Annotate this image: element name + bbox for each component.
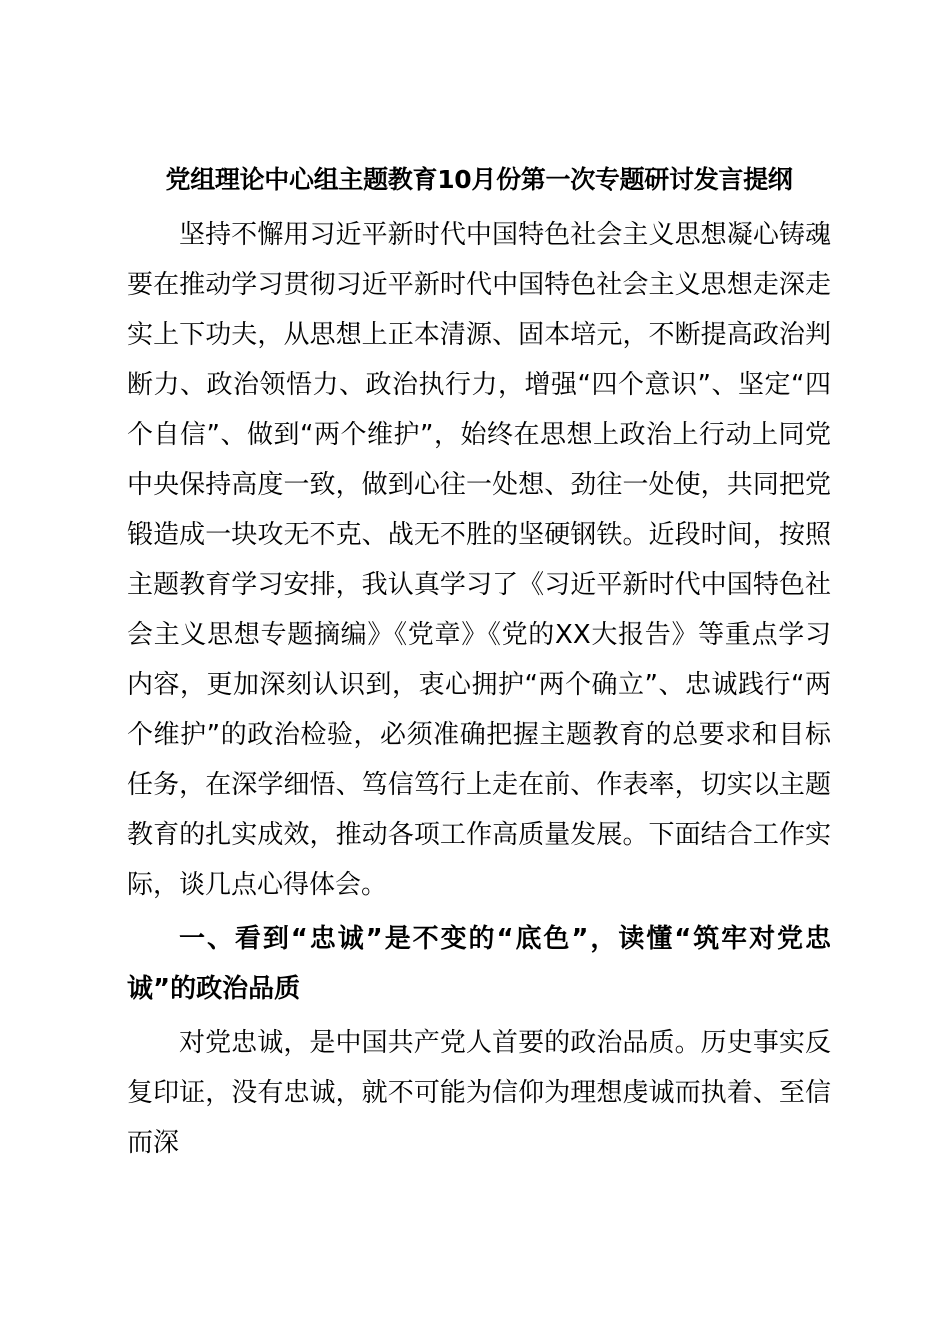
intro-paragraph: 坚持不懈用习近平新时代中国特色社会主义思想凝心铸魂要在推动学习贯彻习近平新时代中国特色社会主义思想走深走实上下功夫，从思想上正本清源、固本培元，不断提高政治判断力、政治领悟力、政治执行力，增强“四个意识”、坚定“四个自信”、做到“两个维护”，始终在思想上政治上行动上同党中央保持高度一致，做到心往一处想、劲往一处使，共同把党锻造成一块攻无不克、战无不胜的坚硬钢铁。近段时间，按照主题教育学习安排，我认真学习了《习近平新时代中国特色社会主义思想专题摘编》《党章》《党的XX大报告》等重点学习内容，更加深刻认识到，衷心拥护“两个确立”、忠诚践行“两个维护”的政治检验，必须准确把握主题教育的总要求和目标任务，在深学细悟、笃信笃行上走在前、作表率，切实以主题教育的扎实成效，推动各项工作高质量发展。下面结合工作实际，谈几点心得体会。 xyxy=(127,220,831,900)
document-body xyxy=(127,160,831,1168)
section-1-heading: 一、看到“忠诚”是不变的“底色”，读懂“筑牢对党忠诚”的政治品质 xyxy=(127,924,831,1004)
document-title: 党组理论中心组主题教育10月份第一次专题研讨发言提纲 xyxy=(165,165,793,194)
section-1-paragraph: 对党忠诚，是中国共产党人首要的政治品质。历史事实反复印证，没有忠诚，就不可能为信仰为理想虔诚而执着、至信而深 xyxy=(127,1028,831,1158)
